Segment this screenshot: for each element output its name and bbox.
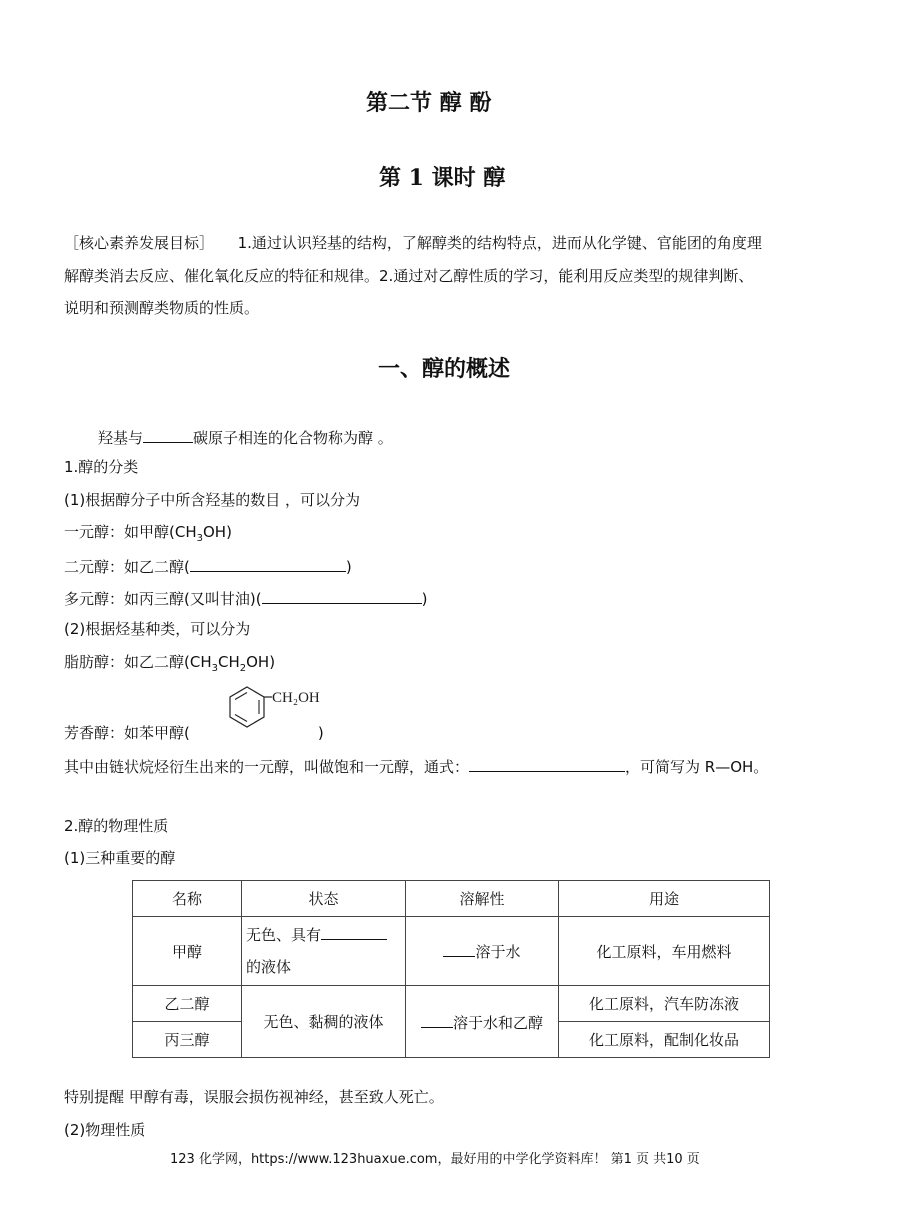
table-cell-state (242, 917, 406, 986)
table-cell-use: 化工原料，配制化妆品 (559, 1022, 770, 1058)
table-row (133, 986, 770, 1022)
saturated-suffix: ，可简写为 R—OH。 (625, 758, 769, 776)
state-text: 的液体 (246, 958, 292, 976)
aliphatic-line (64, 652, 275, 672)
alcohols-table (132, 880, 770, 1058)
table-cell-name: 丙三醇 (133, 1022, 242, 1058)
saturated-text: 其中由链状烷烃衍生出来的一元醇，叫做饱和一元醇，通式： (64, 758, 470, 776)
monohydric-line (64, 522, 232, 542)
aromatic-line (64, 723, 324, 743)
section-2a: (1)三种重要的醇 (64, 849, 176, 867)
definition-prefix: 羟基与 (98, 429, 144, 447)
table-cell-use: 化工原料，车用燃料 (559, 917, 770, 986)
monohydric-text: 一元醇：如甲醇(CH (64, 523, 197, 541)
table-row (133, 917, 770, 986)
subscript: 2 (239, 663, 247, 674)
table-cell-name: 乙二醇 (133, 986, 242, 1022)
goals-text-1: 1.通过认识羟基的结构，了解醇类的结构特点，进而从化学键、官能团的角度理 (237, 234, 762, 252)
lesson-title: 第 1 课时 醇 (379, 165, 506, 191)
table-cell-solubility (406, 986, 559, 1058)
aliphatic-text: 脂肪醇：如乙二醇(CH (64, 653, 212, 671)
fill-blank[interactable] (443, 940, 475, 957)
saturated-line (64, 755, 768, 777)
section-2-title: 2.醇的物理性质 (64, 817, 169, 835)
section-title: 第二节 醇 酚 (366, 90, 492, 116)
aromatic-suffix: ) (317, 724, 324, 742)
special-tip: 特别提醒 甲醇有毒，误服会损伤视神经，甚至致人死亡。 (64, 1088, 444, 1106)
fill-blank[interactable] (190, 555, 346, 572)
section-2b: (2)物理性质 (64, 1121, 146, 1139)
goals-line-2: 解醇类消去反应、催化氧化反应的特征和规律。2.通过对乙醇性质的学习，能利用反应类型的规律判断、 (64, 267, 754, 285)
monohydric-suffix: OH) (202, 523, 232, 541)
table-header-row (133, 881, 770, 917)
state-text: 无色、具有 (246, 926, 322, 944)
solubility-text: 溶于水 (475, 943, 521, 961)
fill-blank[interactable] (321, 923, 387, 940)
table-header: 状态 (242, 881, 406, 917)
table-header: 名称 (133, 881, 242, 917)
definition-suffix: 碳原子相连的化合物称为醇 。 (193, 429, 393, 447)
goals-line-3: 说明和预测醇类物质的性质。 (64, 299, 260, 317)
table-cell-solubility (406, 917, 559, 986)
fill-blank[interactable] (469, 755, 625, 772)
dihydric-suffix: ) (345, 558, 352, 576)
definition-line (98, 426, 393, 448)
solubility-text: 溶于水和乙醇 (452, 1013, 543, 1032)
table-cell-use: 化工原料，汽车防冻液 (559, 986, 770, 1022)
aliphatic-suffix: OH) (246, 653, 276, 671)
dihydric-text: 二元醇：如乙二醇( (64, 558, 190, 576)
table-cell-state: 无色、黏稠的液体 (242, 986, 406, 1058)
goals-label: ［核心素养发展目标］ (64, 234, 215, 252)
fill-blank[interactable] (262, 587, 422, 604)
part1-heading: 一、醇的概述 (378, 356, 511, 382)
section-1b: (2)根据烃基种类，可以分为 (64, 620, 251, 638)
polyhydric-line (64, 587, 427, 609)
table-header: 用途 (559, 881, 770, 917)
aliphatic-mid: CH (217, 653, 240, 671)
page-footer: 123 化学网，https://www.123huaxue.com，最好用的中学化学资料库！ 第1 页 共10 页 (170, 1152, 700, 1167)
table-header: 溶解性 (406, 881, 559, 917)
table-cell-name: 甲醇 (133, 917, 242, 986)
subscript: 3 (211, 663, 218, 674)
subscript: 3 (196, 533, 203, 544)
polyhydric-suffix: ) (421, 590, 428, 608)
dihydric-line (64, 555, 352, 577)
aromatic-text: 芳香醇：如苯甲醇( (64, 724, 190, 742)
section-1-title: 1.醇的分类 (64, 458, 139, 476)
fill-blank[interactable] (421, 1011, 453, 1028)
polyhydric-text: 多元醇：如丙三醇(又叫甘油)( (64, 590, 262, 608)
section-1a: (1)根据醇分子中所含羟基的数目 ，可以分为 (64, 491, 361, 509)
fill-blank[interactable] (143, 426, 193, 443)
goals-line-1 (64, 233, 762, 253)
ch2oh-label: CH₂OH (272, 690, 320, 706)
